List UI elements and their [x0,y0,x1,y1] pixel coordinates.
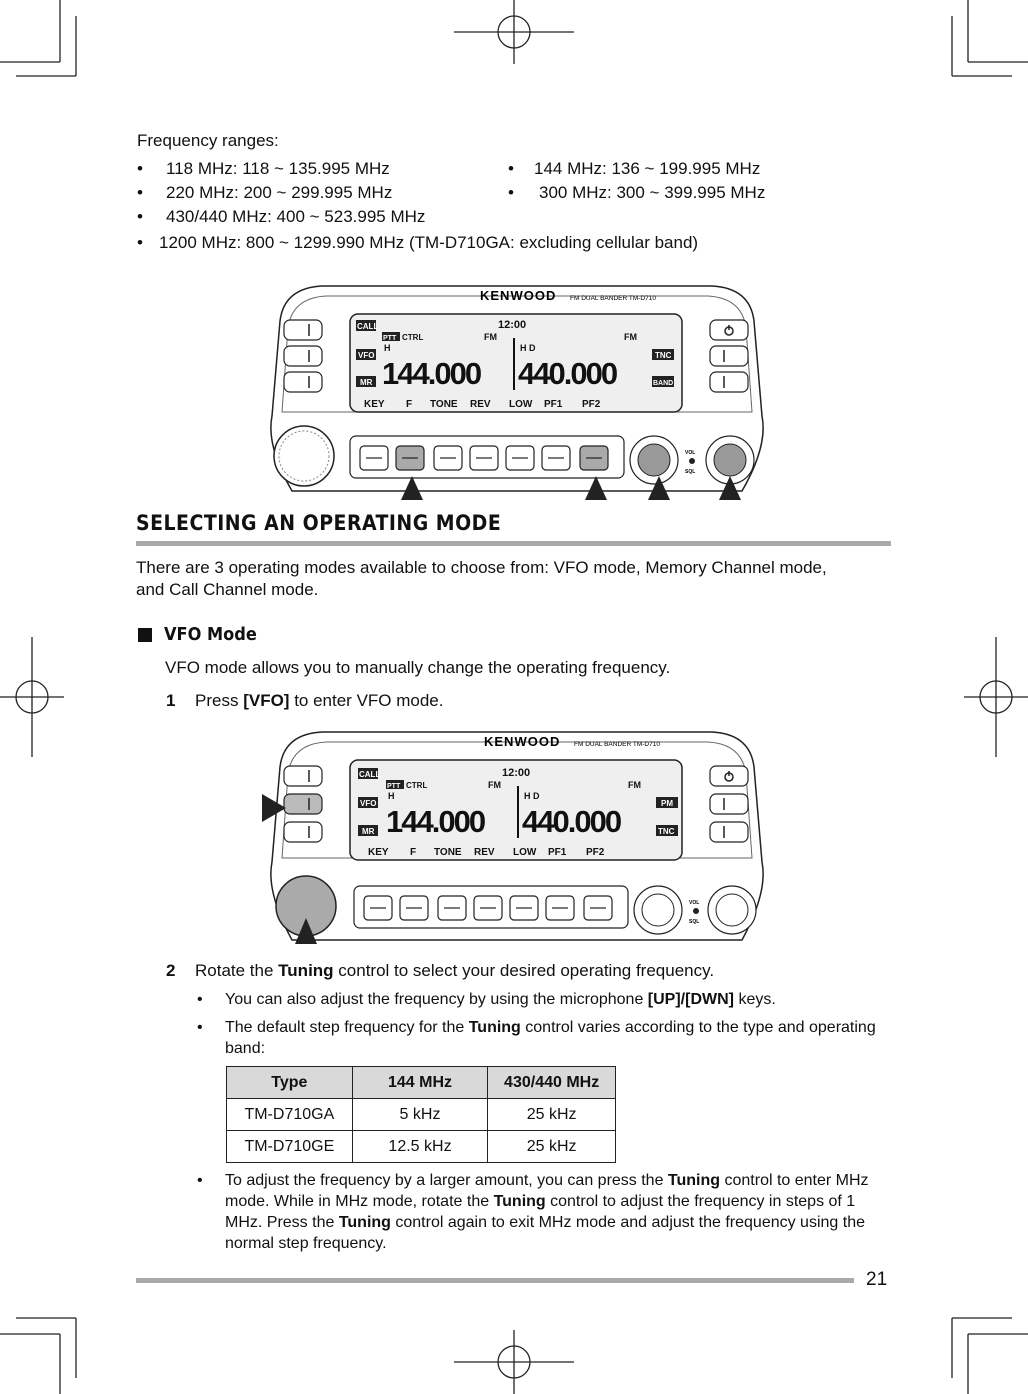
softkey-low: LOW [513,847,537,858]
lcd-mr-key: MR [360,378,373,387]
bullet-dot: • [508,183,514,202]
lcd-vfo-key: VFO [358,351,375,360]
step-number: 1 [166,691,176,710]
table-cell: 5 kHz [352,1099,488,1131]
lcd-power-right: H D [524,791,540,801]
bullet-dot: • [137,159,143,178]
table-cell: 25 kHz [488,1131,616,1163]
table-cell: 25 kHz [488,1099,616,1131]
sql-label: SQL [685,469,696,475]
col-header-144: 144 MHz [352,1067,488,1099]
vfo-key-label: [VFO] [243,691,290,710]
model-label: FM DUAL BANDER TM-D710 [574,741,660,748]
softkey-tone: TONE [430,399,458,410]
lcd-power-right: H D [520,343,536,353]
sql-label: SQL [689,919,700,925]
softkey-pf1: PF1 [544,399,563,410]
bullet-dot: • [197,991,203,1008]
step-2-text: Rotate the Tuning control to select your desired operating frequency. [195,961,715,980]
lcd-clock: 12:00 [498,319,527,331]
brand-logo: KENWOOD [480,288,557,303]
bullet-dot: • [197,1019,203,1036]
lcd-clock: 12:00 [502,767,531,779]
bullet-dot: • [508,159,514,178]
table-row [227,1099,616,1131]
table-row [227,1131,616,1163]
bullet-dot: • [137,233,143,252]
vol-label: VOL [685,450,696,456]
bullet-dot: • [137,207,143,226]
table-cell: TM-D710GA [227,1099,353,1131]
freq-range-144: 144 MHz: 136 ~ 199.995 MHz [534,159,761,178]
square-bullet-icon [138,628,152,642]
section-intro: There are 3 operating modes available to choose from: VFO mode, Memory Channel mode, and Call Channel mode. [136,558,827,599]
freq-range-1200: 1200 MHz: 800 ~ 1299.990 MHz (TM-D710GA: excluding cellular band) [159,233,699,252]
bullet-dot: • [197,1172,203,1189]
lcd-vfo-key: VFO [360,799,377,808]
softkey-key: KEY [364,399,385,410]
col-header-type: Type [227,1067,353,1099]
lcd-call-key: CALL [359,770,381,779]
lcd-freq-left: 144.000 [386,804,485,839]
brand-logo: KENWOOD [484,734,561,749]
lcd-freq-left: 144.000 [382,356,481,391]
softkey-pf2: PF2 [582,399,601,410]
subsection-title: VFO Mode [164,624,257,645]
lcd-ptt: PTT [387,783,401,790]
lcd-tnc-key: TNC [658,827,675,836]
radio-panel-figure-2 [262,722,772,948]
tuning-label: Tuning [278,961,334,980]
freq-range-118: 118 MHz: 118 ~ 135.995 MHz [166,159,390,178]
lcd-freq-right: 440.000 [518,356,617,391]
vol-label: VOL [689,900,700,906]
lcd-ctrl: CTRL [402,333,424,342]
table-cell: 12.5 kHz [352,1131,488,1163]
lcd-tnc-key: TNC [655,351,672,360]
lcd-pm-key: PM [661,799,673,808]
lcd-mr-key: MR [362,827,375,836]
lcd-band-key: BAND [653,380,674,387]
softkey-pf2: PF2 [586,847,605,858]
softkey-f: F [410,847,417,858]
footer-rule [136,1278,854,1283]
bullet-microphone-keys: You can also adjust the frequency by using the microphone [UP]/[DWN] keys. [225,991,776,1008]
softkey-rev: REV [470,399,491,410]
lcd-power-left: H [388,791,395,801]
bullet-dot: • [137,183,143,202]
table-header-row [227,1067,616,1099]
lcd-freq-right: 440.000 [522,804,621,839]
lcd-ctrl: CTRL [406,781,428,790]
page-number: 21 [866,1269,888,1290]
freq-ranges-heading: Frequency ranges: [137,131,279,150]
softkey-tone: TONE [434,847,462,858]
bullet-mhz-mode: To adjust the frequency by a larger amount, you can press the Tuning control to enter MHz mode. While in MHz mode, rotate the Tuning control to adjust the frequency in steps of 1 MHz. Press the Tuning control again to exit MHz mode and adjust the frequency using the normal step frequency. [225,1172,869,1252]
softkey-pf1: PF1 [548,847,567,858]
radio-panel-figure-1 [262,276,772,508]
lcd-power-left: H [384,343,391,353]
section-title: SELECTING AN OPERATING MODE [136,511,502,535]
freq-range-220: 220 MHz: 200 ~ 299.995 MHz [166,183,393,202]
col-header-430: 430/440 MHz [488,1067,616,1099]
subsection-intro: VFO mode allows you to manually change the operating frequency. [165,658,671,677]
lcd-call-key: CALL [357,322,379,331]
lcd-ptt: PTT [383,335,397,342]
softkey-key: KEY [368,847,389,858]
lcd-mode-right: FM [624,332,637,342]
lcd-mode-right: FM [628,780,641,790]
model-label: FM DUAL BANDER TM-D710 [570,295,656,302]
bullet-default-step: The default step frequency for the Tuning control varies according to the type and operating band: [225,1019,876,1057]
softkey-rev: REV [474,847,495,858]
freq-range-430: 430/440 MHz: 400 ~ 523.995 MHz [166,207,426,226]
step-frequency-table [226,1066,616,1163]
step-1-text: Press [VFO] to enter VFO mode. [195,691,444,710]
lcd-mode-left: FM [488,780,501,790]
lcd-mode-left: FM [484,332,497,342]
table-cell: TM-D710GE [227,1131,353,1163]
up-dwn-key-label: [UP]/[DWN] [647,991,734,1008]
softkey-f: F [406,399,413,410]
step-number: 2 [166,961,176,980]
freq-range-300: 300 MHz: 300 ~ 399.995 MHz [539,183,766,202]
section-rule [136,541,891,546]
tuning-knob [274,426,334,486]
tuning-label: Tuning [468,1019,521,1036]
softkey-low: LOW [509,399,533,410]
